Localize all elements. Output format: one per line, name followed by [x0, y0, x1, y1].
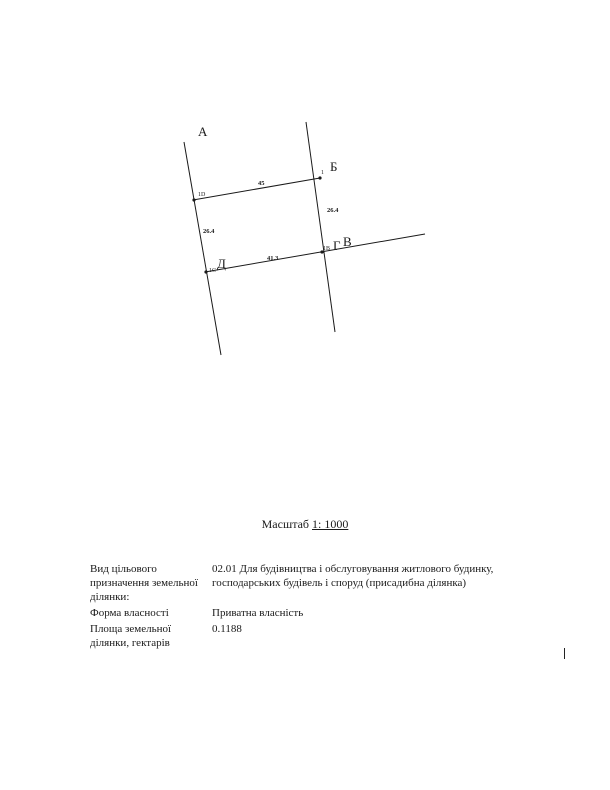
- dimension-top: 45: [258, 180, 265, 187]
- vertex-dot-top-left: [192, 198, 195, 201]
- vertex-dot-bottom-left: [204, 270, 207, 273]
- info-value-area: 0.1188: [212, 623, 242, 635]
- info-value-purpose: 02.01 Для будівництва і обслуговування житлового будинку, господарських будівель і споруд (присадибна ділянка): [212, 563, 494, 589]
- dimension-bottom: 41.3: [267, 255, 279, 262]
- corner-label-d: Д: [217, 256, 226, 271]
- point-label-top-right: 1: [321, 170, 324, 176]
- point-label-bottom-right: 1B: [323, 246, 331, 252]
- info-row-area: [90, 622, 530, 650]
- left-boundary-line: [184, 142, 221, 355]
- corner-label-b: Б: [330, 159, 338, 174]
- corner-label-g: Г: [333, 238, 341, 253]
- info-label-area: Площа земельної ділянки, гектарів: [90, 623, 172, 649]
- corner-label-v: В: [343, 234, 352, 249]
- info-value-ownership: Приватна власність: [212, 607, 304, 619]
- right-boundary-line: [306, 122, 338, 332]
- top-edge-line: [193, 178, 320, 200]
- vertex-dot-top-right: [318, 176, 321, 179]
- dimension-left: 26.4: [203, 228, 215, 235]
- point-label-bottom-left: 1C: [209, 268, 217, 274]
- parcel-info-table: [90, 562, 530, 652]
- scale-label: Масштаб: [261, 517, 310, 531]
- scale-line: [0, 517, 610, 532]
- point-label-top-left: 1D: [198, 192, 206, 198]
- info-label-purpose: Вид цільового призначення земельної ділянки:: [90, 563, 198, 603]
- scale-value: 1: 1000: [312, 517, 349, 531]
- info-row-ownership: [90, 606, 530, 620]
- dimension-right: 26.4: [327, 207, 339, 214]
- info-row-purpose: [90, 562, 530, 604]
- corner-label-a: А: [198, 124, 208, 139]
- text-cursor: [564, 648, 565, 659]
- bottom-edge-line: [205, 234, 425, 272]
- info-label-ownership: Форма власності: [90, 607, 169, 619]
